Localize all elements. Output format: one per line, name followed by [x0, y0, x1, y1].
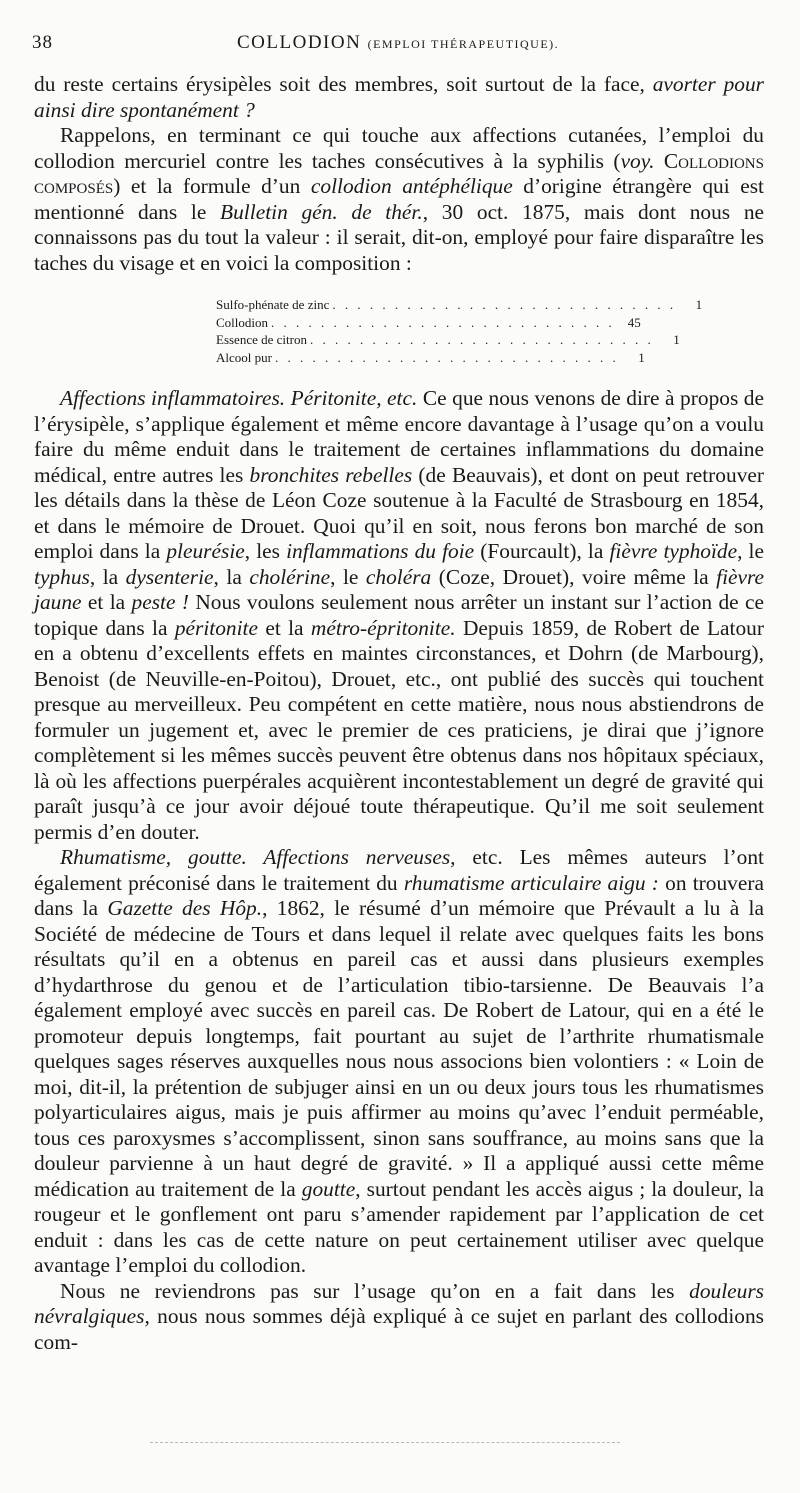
italic-run: rhumatisme articulaire aigu : [403, 870, 659, 895]
text-run: (Fourcault), la [474, 539, 610, 563]
paragraph-inflammatory [34, 386, 764, 845]
italic-run: avorter pour ainsi dire spontanément ? [34, 72, 764, 122]
recipe-ingredient: Collodion [216, 314, 269, 330]
text-run: Depuis 1859, de Robert de Latour en a obtenu d’excellents effets en maintes circonstances, et Dohrn (de Marbourg), Benoist (de Neuville-en-Poitou), Drouet, etc., ont publié des succès qui touchent presque au merveilleux. Peu compétent en cette matière, nous nous abstiendrons de formuler un jugement et, avec le premier de ces praticiens, je dirai que j’ignore complètement si les mêmes succès peuvent être obtenus dans nos hôpitaux spéciaux, là où les affections puerpérales acquièrent incontestablement un degré de gravité qui paraît jusqu’à ce jour avoir déjoué toute thérapeutique. Qu’il me soit seulement permis d’en douter. [34, 615, 764, 844]
text-run: Rappelons, en terminant ce qui touche aux affections cutanées, l’emploi du collodion mercuriel contre les taches consécutives à la syphilis ( [34, 123, 764, 173]
recipe-row [216, 314, 641, 332]
recipe-quantity: 1 [638, 349, 645, 365]
text-run: d’origine étrangère qui est mentionné dans le [34, 174, 764, 224]
italic-run: fièvre jaune [34, 564, 765, 614]
italic-run: collodion antéphélique [310, 174, 513, 198]
recipe-formula [216, 296, 703, 366]
paragraph-neuralgia [34, 1279, 764, 1356]
italic-run: péritonite [174, 615, 258, 640]
running-header [32, 30, 772, 62]
text-run: , nous nous sommes déjà expliqué à ce sujet en parlant des collodions com- [34, 1304, 764, 1354]
running-title-main: COLLODION [237, 32, 362, 53]
text-run: et la [81, 590, 132, 614]
text-run: , 30 oct. 1875, mais dont nous ne connaissons pas du tout la valeur : il serait, dit-on, employé pour faire disparaître les taches du visage et en voici la composition : [34, 199, 765, 275]
italic-run: fièvre typhoïde [609, 539, 738, 563]
body-text [34, 72, 764, 1355]
italic-run: dysenterie [125, 564, 214, 589]
text-run: Nous voulons seulement nous arrêter un instant sur l’action de ce topique dans la [34, 590, 764, 640]
italic-run: goutte [301, 1176, 356, 1201]
recipe-ingredient: Alcool pur [216, 349, 272, 365]
text-run: Ce que nous venons de dire à propos de l’érysipèle, s’applique également et même encore davantage à l’usage qu’on a voulu faire du même enduit dans le traitement de certaines inflammations du domaine médical, entre autres les [34, 386, 764, 487]
recipe-ingredient: Sulfo-phénate de zinc [216, 297, 330, 312]
text-run: et la [257, 615, 311, 640]
italic-run: inflammations du foie [286, 539, 475, 563]
italic-run: douleurs névralgiques [34, 1278, 764, 1328]
recipe-row [216, 349, 645, 367]
leader-dots: . . . . . . . . . . . . . . . . . . . . . . . . . . . . [309, 332, 654, 347]
text-run: , 1862, le résumé d’un mémoire que Prévault a lu à la Société de médecine de Tours et dans lequel il relate avec quelques faits les bons résultats qu’il en a obtenus en pareil cas et aussi dans plusieurs exemples d’hydarthrose du genou et de l’articulation tibio-tarsienne. De Beauvais l’a également employé avec succès en pareil cas. De Robert de Latour, qui en a été le promoteur depuis longtemps, fait pourtant au sujet de l’arthrite rhumatismale quelques sages réserves auxquelles nous nous associons bien volontiers : « Loin de moi, dit-il, la prétention de subjuger ainsi en un ou deux jours tous les rhumatismes polyarticulaires aigus, mais je puis affirmer au moins qu’avec l’enduit perméable, tous ces paroxysmes s’accomplissent, sinon sans souffrance, au moins sans que la douleur parvienne à un haut degré de gravité. » Il a appliqué aussi cette même médication au traitement de la [34, 896, 764, 1201]
recipe-row [216, 296, 703, 314]
italic-run: pleurésie [166, 539, 245, 563]
text-run: , la [89, 564, 126, 589]
italic-run: choléra [365, 564, 432, 589]
text-run: (Coze, Drouet), voire même la [431, 564, 717, 589]
italic-run: voy. [620, 148, 655, 173]
running-title-subtitle: (EMPLOI THÉRAPEUTIQUE). [367, 37, 560, 51]
italic-run: métro-épritonite. [310, 615, 456, 640]
text-run: , surtout pendant les accès aigus ; la douleur, la rougeur et le gonflement ont paru s’amender rapidement par l’application de cet enduit : dans les cas de cette nature on peut certainement utiliser avec quelque avantage l’emploi du collodion. [34, 1176, 764, 1277]
text-run: ) et la formule d’un [113, 174, 311, 198]
recipe-quantity: 45 [627, 314, 641, 330]
paragraph-continuation [34, 72, 764, 123]
italic-run: Bulletin gén. de thér. [220, 199, 423, 224]
smallcaps-reference: Collodions composés [34, 148, 764, 198]
running-title [237, 32, 559, 54]
recipe-row [216, 331, 680, 349]
leader-dots: . . . . . . . . . . . . . . . . . . . . . . . . . . . . [332, 297, 677, 312]
paragraph-rheumatism [34, 845, 764, 1279]
section-heading-italic: Rhumatisme, goutte. Affections nerveuses, [60, 845, 456, 869]
text-run: etc. Les mêmes auteurs l’ont également préconisé dans le traitement du [34, 845, 764, 895]
text-run: du reste certains érysipèles soit des membres, soit surtout de la face, [34, 72, 653, 96]
recipe-ingredient: Essence de citron [216, 332, 307, 347]
text-run: , le [330, 564, 366, 589]
text-run: Nous ne reviendrons pas sur l’usage qu’on en a fait dans les [60, 1278, 690, 1303]
leader-dots: . . . . . . . . . . . . . . . . . . . . . . . . . . . . [274, 349, 619, 365]
italic-run: Gazette des Hôp. [107, 896, 263, 920]
text-run: , le [737, 539, 764, 563]
recipe-quantity: 1 [673, 332, 680, 347]
faint-bleedthrough-line [150, 1442, 620, 1443]
page-number: 38 [32, 32, 53, 53]
section-heading-italic: Affections inflammatoires. Péritonite, etc. [60, 386, 418, 410]
text-run: (de Beauvais), et dont on peut retrouver les détails dans la thèse de Léon Coze soutenue à la Faculté de Strasbourg en 1854, et dans le mémoire de Drouet. Quoi qu’il en soit, nous ferons bon marché de son emploi dans la [34, 462, 765, 563]
leader-dots: . . . . . . . . . . . . . . . . . . . . . . . . . . . . [271, 314, 615, 330]
italic-run: typhus [34, 564, 90, 589]
italic-run: bronchites rebelles [249, 462, 413, 487]
italic-run: peste ! [131, 590, 189, 614]
recipe-quantity: 1 [695, 297, 703, 312]
text-run: , la [213, 564, 250, 589]
italic-run: cholérine [249, 564, 331, 589]
text-run: , les [244, 539, 287, 563]
paragraph-cutaneous [34, 123, 764, 276]
text-run: on trouvera dans la [34, 870, 764, 920]
